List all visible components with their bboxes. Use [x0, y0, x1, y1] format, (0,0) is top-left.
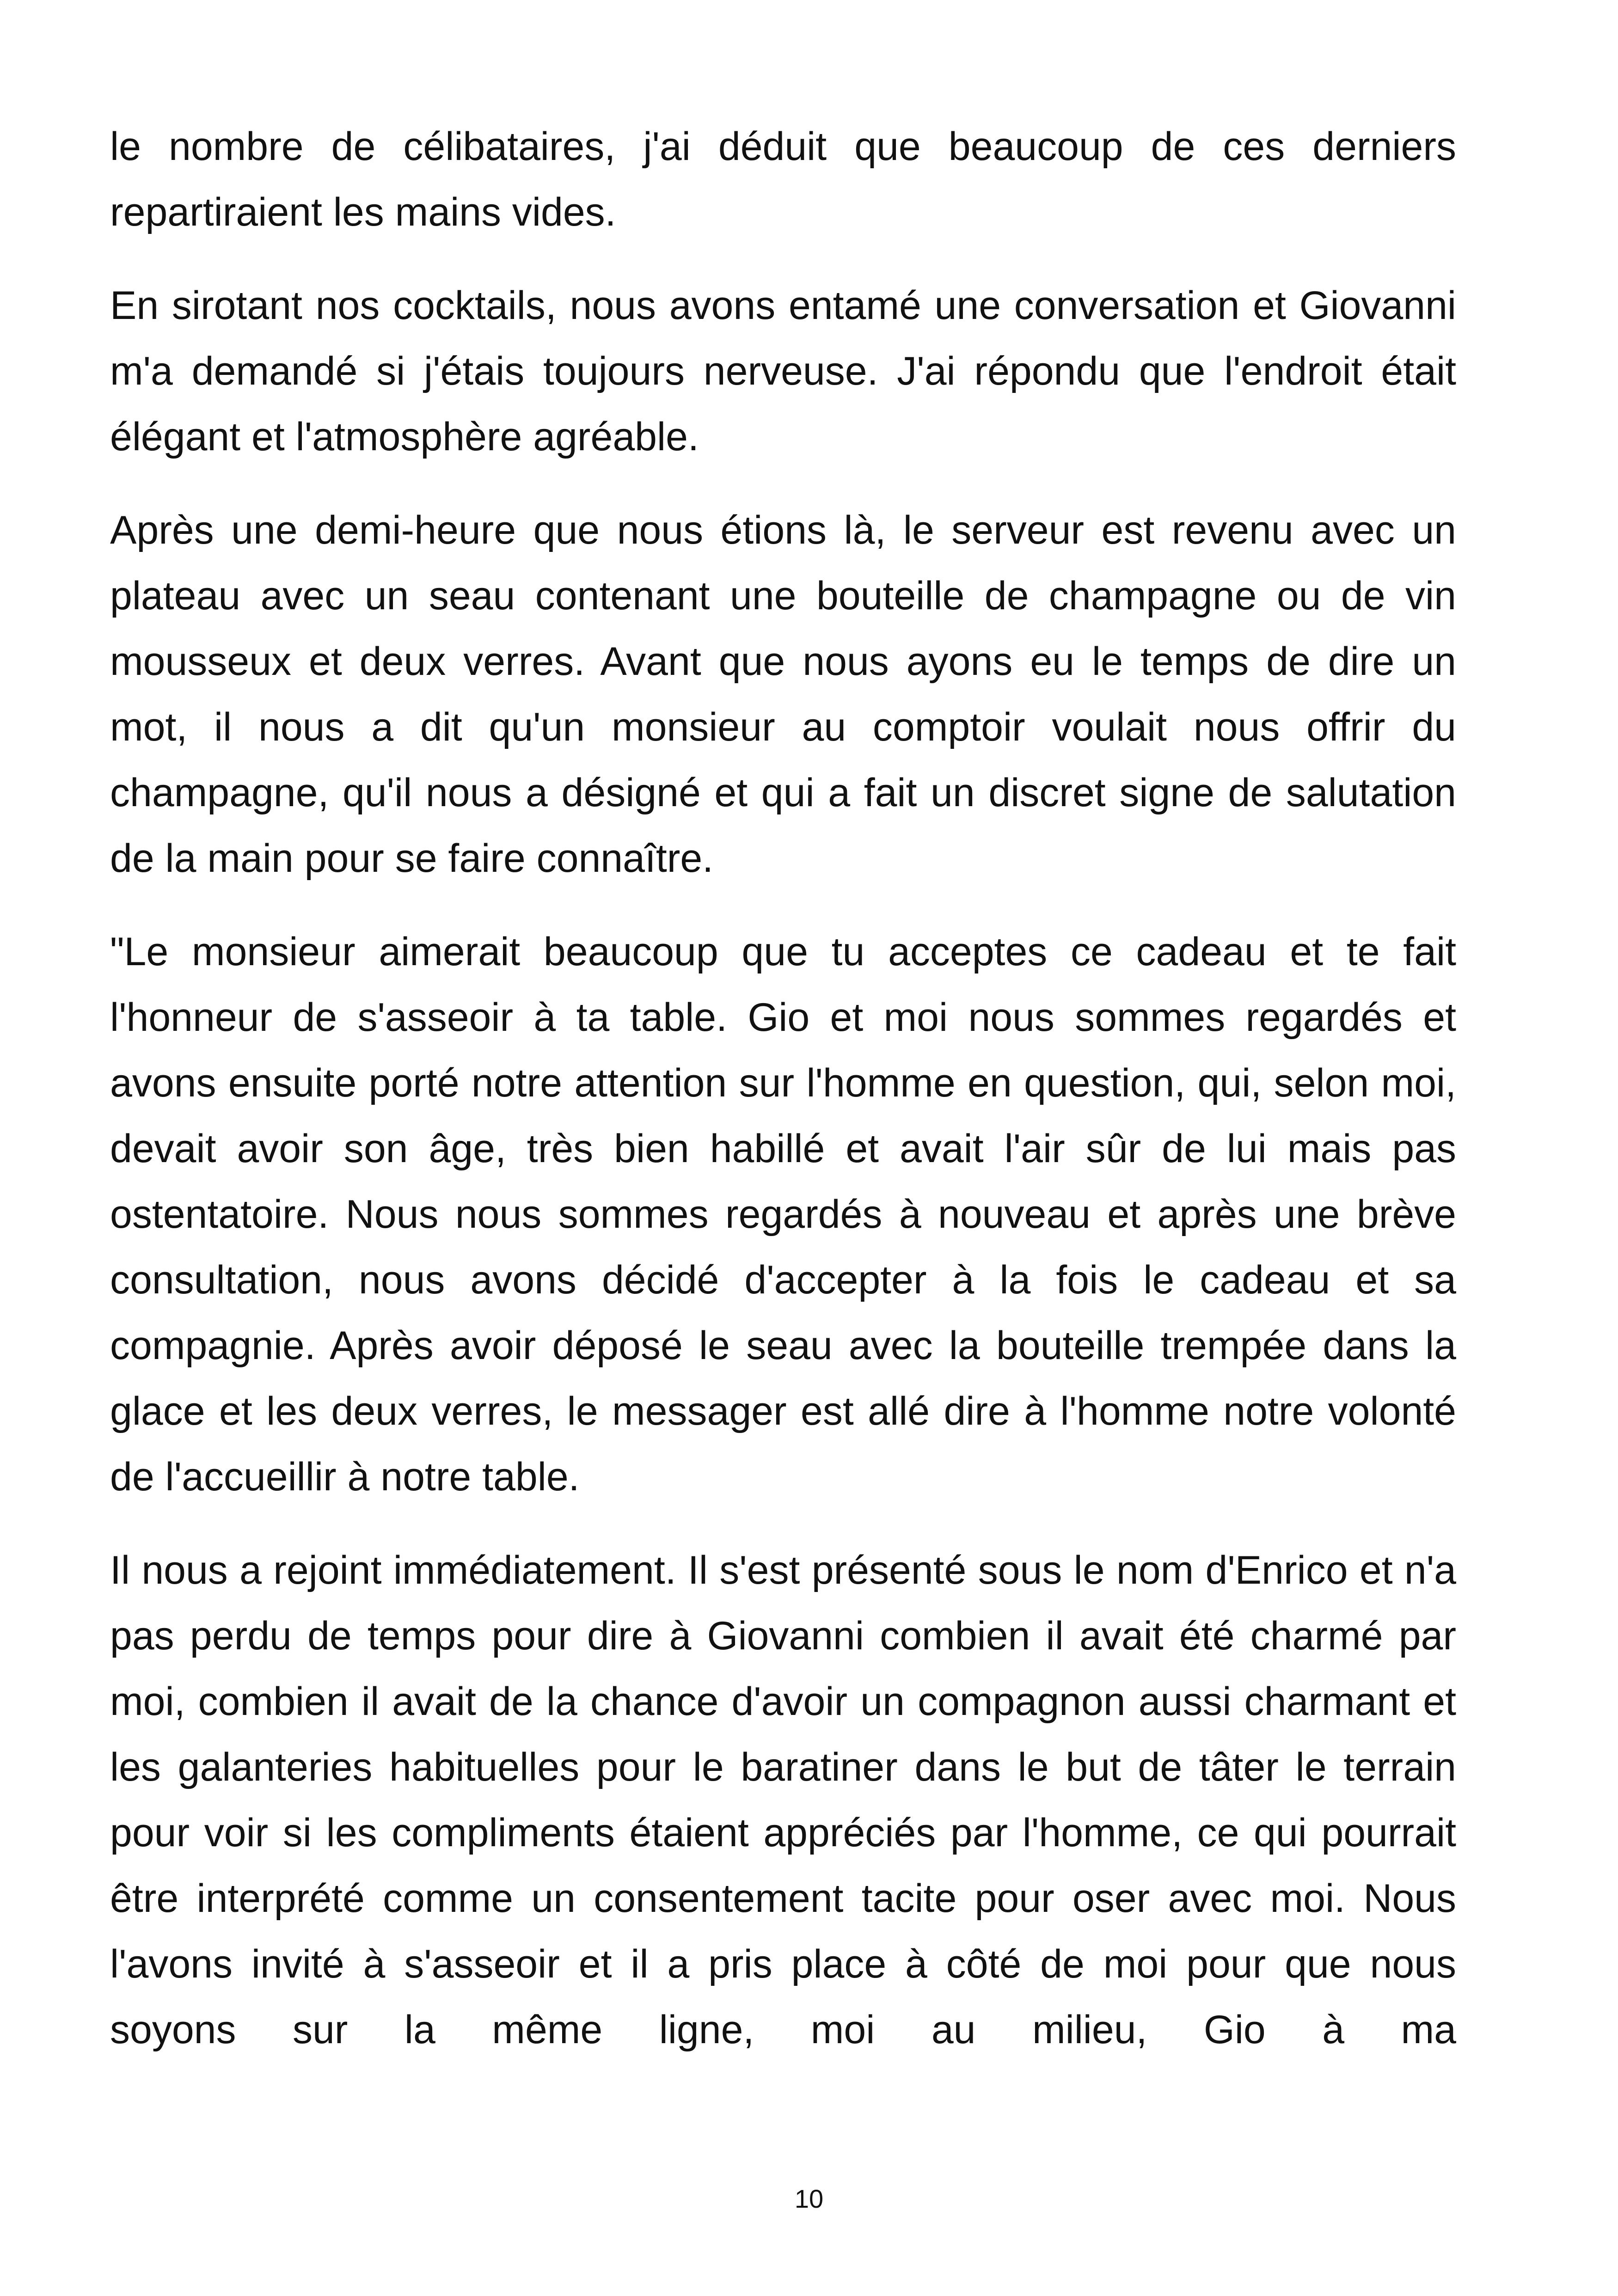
- body-text: [110, 114, 1456, 2063]
- page-number: 10: [794, 2184, 824, 2213]
- paragraph: le nombre de célibataires, j'ai déduit que beaucoup de ces derniers repartiraient les mains vides.: [110, 124, 1456, 234]
- paragraph: Après une demi-heure que nous étions là, le serveur est revenu avec un plateau avec un seau contenant une bouteille de champagne ou de vin mousseux et deux verres. Avant que nous ayons eu le temps de dire un mot, il nous a dit qu'un monsieur au comptoir voulait nous offrir du champagne, qu'il nous a désigné et qui a fait un discret signe de salutation de la main pour se faire connaître.: [110, 508, 1456, 881]
- paragraph: En sirotant nos cocktails, nous avons entamé une conversation et Giovanni m'a demandé si j'étais toujours nerveuse. J'ai répondu que l'endroit était élégant et l'atmosphère agréable.: [110, 283, 1456, 459]
- paragraph: "Le monsieur aimerait beaucoup que tu acceptes ce cadeau et te fait l'honneur de s'asseoir à ta table. Gio et moi nous sommes regardés et avons ensuite porté notre attention sur l'homme en question, qui, selon moi, devait avoir son âge, très bien habillé et avait l'air sûr de lui mais pas ostentatoire. Nous nous sommes regardés à nouveau et après une brève consultation, nous avons décidé d'accepter à la fois le cadeau et sa compagnie. Après avoir déposé le seau avec la bouteille trempée dans la glace et les deux verres, le messager est allé dire à l'homme notre volonté de l'accueillir à notre table.: [110, 930, 1456, 1499]
- paragraph: Il nous a rejoint immédiatement. Il s'est présenté sous le nom d'Enrico et n'a pas perdu de temps pour dire à Giovanni combien il avait été charmé par moi, combien il avait de la chance d'avoir un compagnon aussi charmant et les galanteries habituelles pour le baratiner dans le but de tâter le terrain pour voir si les compliments étaient appréciés par l'homme, ce qui pourrait être interprété comme un consentement tacite pour oser avec moi. Nous l'avons invité à s'asseoir et il a pris place à côté de moi pour que nous soyons sur la même ligne, moi au milieu, Gio à ma: [110, 1548, 1456, 2052]
